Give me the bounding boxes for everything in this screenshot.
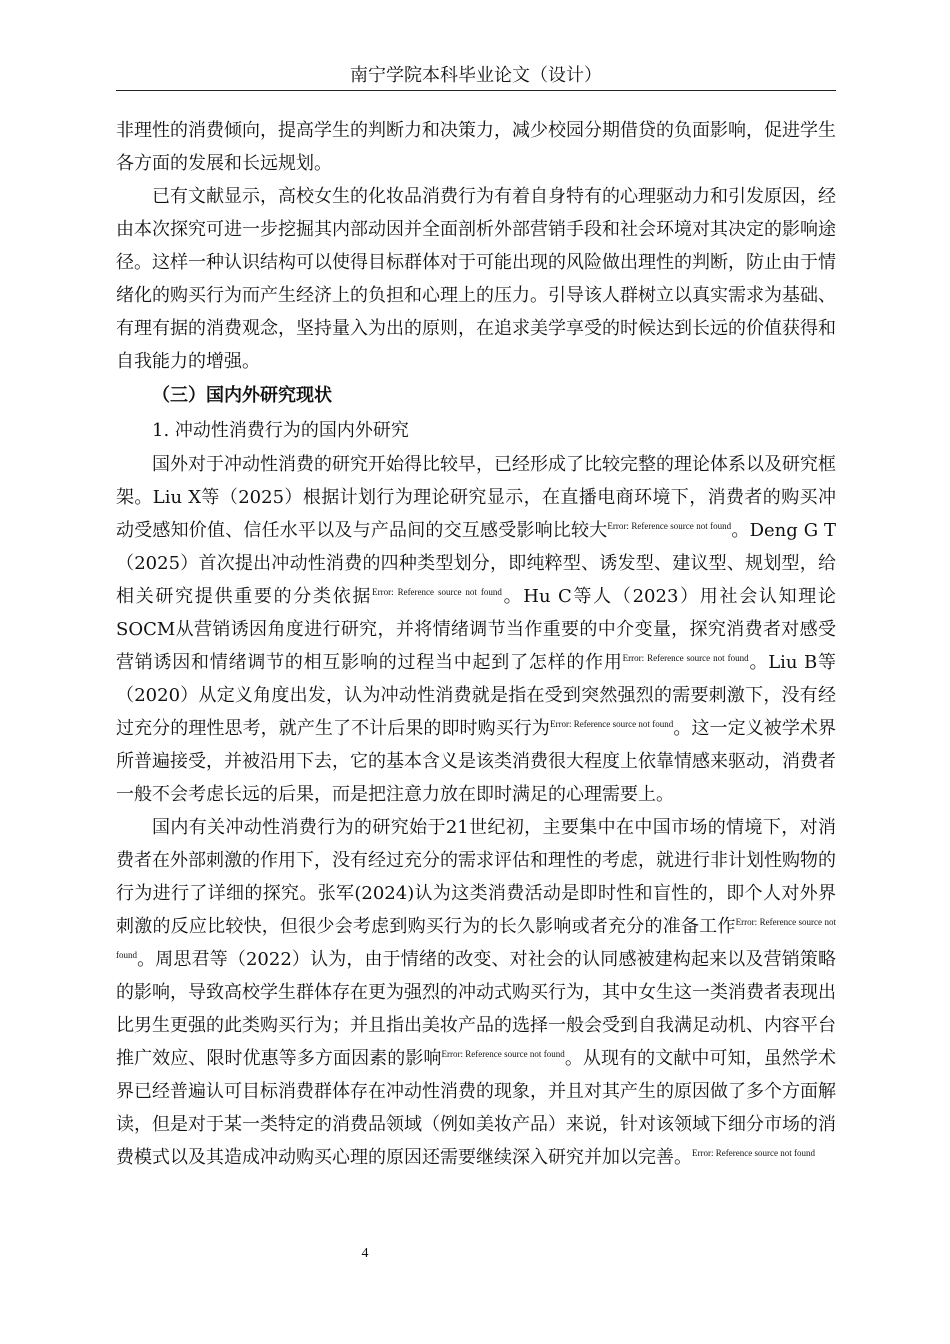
citation-error: Error: Reference source not found bbox=[692, 1148, 815, 1158]
citation-error: Error: Reference source not found bbox=[622, 653, 749, 663]
citation-error: Error: Reference source not found bbox=[372, 587, 502, 597]
citation-error: Error: Reference source not found bbox=[607, 521, 732, 531]
page-body bbox=[116, 114, 836, 1174]
section-heading: （三）国内外研究现状 bbox=[152, 385, 332, 406]
text-run: 。这一定义被学术界所普遍接受，并被沿用下去，它的基本含义是该类消费很大程度上依靠情感来驱动，消费者一般不会考虑长远的后果，而是把注意力放在即时满足的心理需要上。 bbox=[116, 718, 837, 805]
subsection-heading: 1. 冲动性消费行为的国内外研究 bbox=[152, 420, 409, 441]
text-run: 国内有关冲动性消费行为的研究始于21世纪初，主要集中在中国市场的情境下，对消费者在外部刺激的作用下，没有经过充分的需求评估和理性的考虑，就进行非计划性购物的行为进行了详细的探究。张军(2024)认为这类消费活动是即时性和盲性的，即个人对外界刺激的反应比较快，但很少会考虑到购买行为的长久影响或者充分的准备工作 bbox=[116, 817, 836, 937]
citation-error: Error: Reference source not found bbox=[441, 1049, 565, 1059]
citation-error: Error: Reference source not found bbox=[116, 917, 836, 960]
text-run: 。Hu C等人（2023）用社会认知理论SOCM从营销诱因角度进行研究，并将情绪调节当作重要的中介变量，探究消费者对感受营销诱因和情绪调节的相互影响的过程当中起到了怎样的作用 bbox=[116, 586, 837, 673]
text-run: 。周思君等（2022）认为，由于情绪的改变、对社会的认同感被建构起来以及营销策略的影响，导致高校学生群体存在更为强烈的冲动式购买行为，其中女生这一类消费者表现出比男生更强的此类购买行为；并且指出美妆产品的选择一般会受到自我满足动机、内容平台推广效应、限时优惠等多方面因素的影响 bbox=[116, 949, 836, 1069]
text-run: 。从现有的文献中可知，虽然学术界已经普遍认可目标消费群体存在冲动性消费的现象，并且对其产生的原因做了多个方面解读，但是对于某一类特定的消费品领域（例如美妆产品）来说，针对该领域下细分市场的消费模式以及其造成冲动购买心理的原因还需要继续深入研究并加以完善。 bbox=[116, 1048, 836, 1168]
paragraph-continuation: 非理性的消费倾向，提高学生的判断力和决策力，减少校园分期借贷的负面影响，促进学生各方面的发展和长远规划。 bbox=[116, 120, 836, 174]
citation-error: Error: Reference source not found bbox=[549, 719, 674, 729]
paragraph-foreign-research bbox=[116, 448, 836, 811]
text-run: 国外对于冲动性消费的研究开始得比较早，已经形成了比较完整的理论体系以及研究框架。Liu X等（2025）根据计划行为理论研究显示，在直播电商环境下，消费者的购买冲动受感知价值、信任水平以及与产品间的交互感受影响比较大 bbox=[116, 454, 836, 541]
text-run: 。Deng G T（2025）首次提出冲动性消费的四种类型划分，即纯粹型、诱发型、建议型、规划型，给相关研究提供重要的分类依据 bbox=[116, 520, 837, 607]
header-title: 南宁学院本科毕业论文（设计） bbox=[350, 65, 602, 86]
paragraph-domestic-research bbox=[116, 811, 836, 1174]
text-run: 。Liu B等（2020）从定义角度出发，认为冲动性消费就是指在受到突然强烈的需要刺激下，没有经过充分的理性思考，就产生了不计后果的即时购买行为 bbox=[116, 652, 837, 739]
paragraph-significance: 已有文献显示，高校女生的化妆品消费行为有着自身特有的心理驱动力和引发原因，经由本次探究可进一步挖掘其内部动因并全面剖析外部营销手段和社会环境对其决定的影响途径。这样一种认识结构可以使得目标群体对于可能出现的风险做出理性的判断，防止由于情绪化的购买行为而产生经济上的负担和心理上的压力。引导该人群树立以真实需求为基础、有理有据的消费观念，坚持量入为出的原则，在追求美学享受的时候达到长远的价值获得和自我能力的增强。 bbox=[116, 186, 836, 372]
page-header bbox=[116, 62, 836, 91]
page-number: 4 bbox=[361, 1246, 369, 1261]
